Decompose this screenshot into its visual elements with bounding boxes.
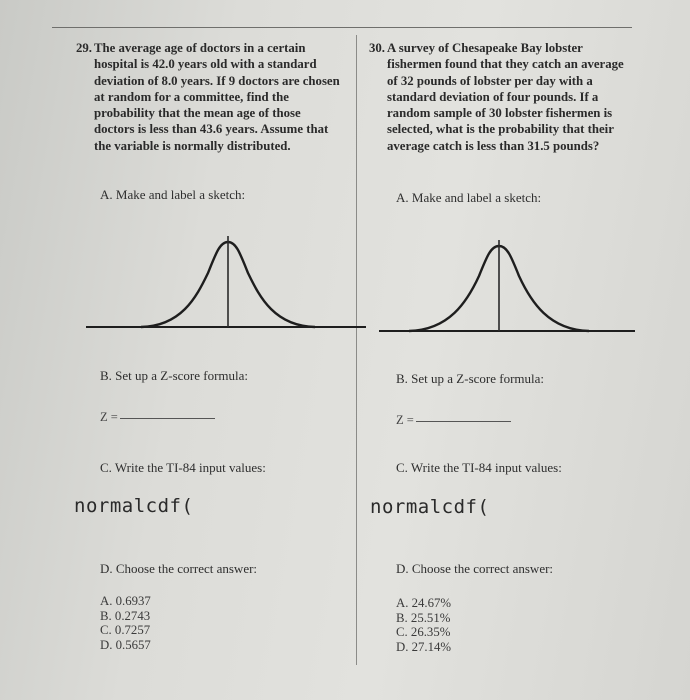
problem-29-z-label: Z = <box>100 410 118 424</box>
problem-30-choice-b[interactable]: B. 25.51% <box>396 610 451 625</box>
problem-29-z-formula <box>100 410 215 425</box>
problem-29-normal-curve-sketch <box>86 228 366 332</box>
problem-30-z-label: Z = <box>396 413 414 427</box>
problem-29-z-answer-blank[interactable] <box>120 418 215 419</box>
problem-30-text: A survey of Chesapeake Bay lobster fishermen found that they catch an average of 32 pounds of lobster per day with a standard deviation of four pounds. If a random sample of 30 lobster fishermen is selected, what is the probability that their average catch is less than 31.5 pounds? <box>387 41 624 153</box>
problem-30-choice-d[interactable]: D. 27.14% <box>396 639 452 654</box>
problem-29-question <box>76 40 341 154</box>
problem-30-question <box>369 40 631 154</box>
problem-30-choice-c[interactable]: C. 26.35% <box>396 625 451 640</box>
problem-29-calculator-input: normalcdf( <box>74 495 194 517</box>
problem-29-text: The average age of doctors in a certain hospital is 42.0 years old with a standard deviation of 8.0 years. If 9 doctors are chosen at random for a committee, find the probability that the mean age of those doctors is less than 43.6 years. Assume that the variable is normally distributed. <box>94 41 340 153</box>
problem-30-part-c-label: C. Write the TI-84 input values: <box>396 460 562 475</box>
problem-29-part-d-label: D. Choose the correct answer: <box>100 561 258 576</box>
problem-30-choices <box>396 596 451 654</box>
problem-29-part-c-label: C. Write the TI-84 input values: <box>100 460 266 475</box>
problem-30-part-a-label: A. Make and label a sketch: <box>396 190 542 205</box>
problem-29-part-a-label: A. Make and label a sketch: <box>100 187 246 202</box>
problem-29-choice-a[interactable]: A. 0.6937 <box>100 594 151 608</box>
problem-30-z-answer-blank[interactable] <box>416 421 511 422</box>
problem-29-choice-d[interactable]: D. 0.5657 <box>100 637 151 652</box>
problem-30-part-b-label: B. Set up a Z-score formula: <box>396 371 545 386</box>
problem-30-calculator-input: normalcdf( <box>370 496 490 518</box>
problem-29-number: 29. <box>76 41 92 55</box>
problem-30-choice-a[interactable]: A. 24.67% <box>396 596 452 610</box>
column-divider <box>356 35 357 665</box>
problem-30-part-d-label: D. Choose the correct answer: <box>396 561 554 576</box>
problem-29-choices <box>100 594 151 652</box>
problem-30-normal-curve-sketch <box>379 234 639 336</box>
problem-29-part-b-label: B. Set up a Z-score formula: <box>100 368 249 383</box>
problem-30-z-formula <box>396 413 511 428</box>
top-rule <box>52 27 632 28</box>
problem-30-number: 30. <box>369 41 385 55</box>
problem-29-choice-b[interactable]: B. 0.2743 <box>100 608 151 623</box>
problem-29-choice-c[interactable]: C. 0.7257 <box>100 623 151 638</box>
